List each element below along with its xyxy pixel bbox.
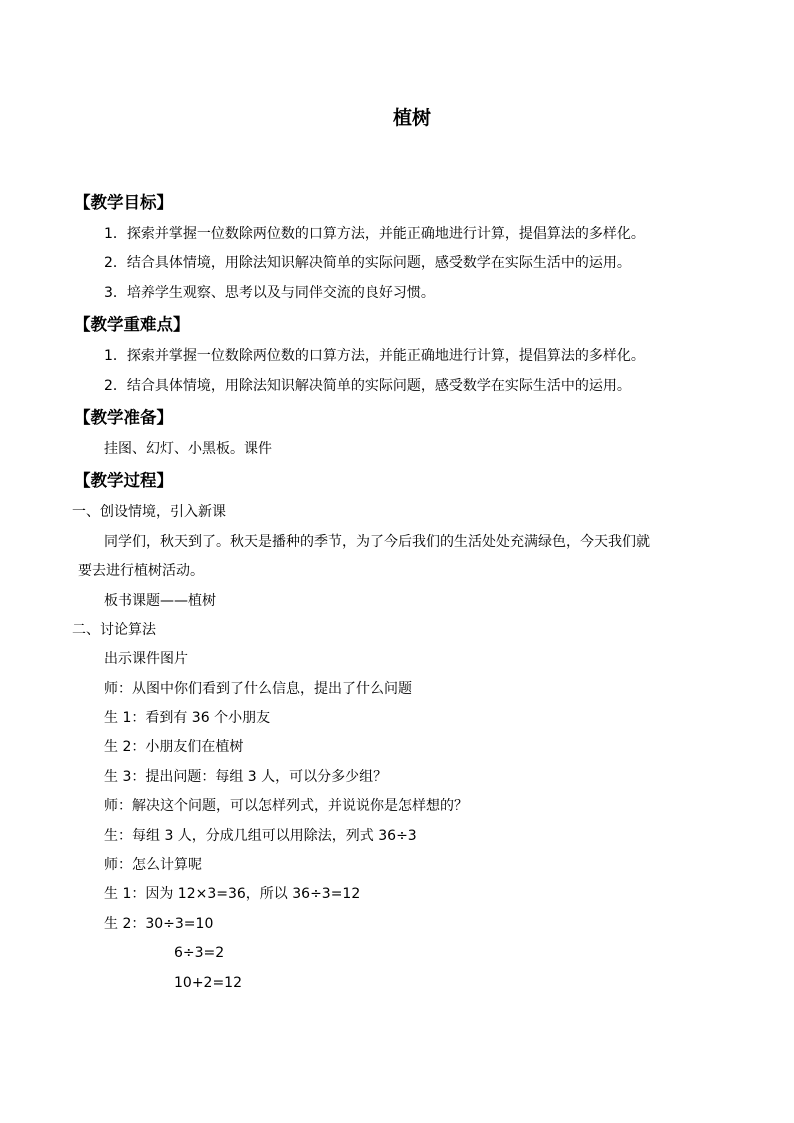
section-heading-key-points: 【教学重难点】 — [74, 315, 190, 335]
goal-item: 2．结合具体情境，用除法知识解决简单的实际问题，感受数学在实际生活中的运用。 — [104, 255, 631, 272]
part1-board-title: 板书课题——植树 — [104, 592, 216, 609]
dialogue-line: 师：从图中你们看到了什么信息，提出了什么问题 — [104, 680, 412, 697]
section-heading-process: 【教学过程】 — [74, 471, 173, 491]
key-point-item: 2．结合具体情境，用除法知识解决简单的实际问题，感受数学在实际生活中的运用。 — [104, 377, 631, 394]
preparation-text: 挂图、幻灯、小黑板。课件 — [104, 440, 272, 457]
part1-paragraph-line1: 同学们，秋天到了。秋天是播种的季节，为了今后我们的生活处处充满绿色，今天我们就 — [104, 533, 650, 550]
document-title: 植树 — [392, 107, 431, 129]
calculation-line: 10+2=12 — [174, 974, 242, 991]
dialogue-line: 出示课件图片 — [104, 651, 188, 668]
dialogue-line: 生 1：因为 12×3=36，所以 36÷3=12 — [104, 886, 361, 903]
part1-paragraph-line2: 要去进行植树活动。 — [78, 563, 204, 580]
goal-item: 3．培养学生观察、思考以及与同伴交流的良好习惯。 — [104, 284, 435, 301]
goal-item: 1．探索并掌握一位数除两位数的口算方法，并能正确地进行计算，提倡算法的多样化。 — [104, 226, 645, 242]
dialogue-line: 生：每组 3 人，分成几组可以用除法，列式 36÷3 — [104, 827, 417, 844]
document-body — [72, 186, 728, 998]
section-heading-preparation: 【教学准备】 — [74, 407, 173, 427]
part2-title: 二、讨论算法 — [72, 621, 156, 638]
section-heading-goals: 【教学目标】 — [74, 193, 173, 212]
part1-title: 一、创设情境，引入新课 — [72, 504, 226, 521]
dialogue-line: 生 2：小朋友们在植树 — [104, 739, 244, 756]
dialogue-line: 生 3：提出问题：每组 3 人，可以分多少组？ — [104, 768, 388, 785]
dialogue-line: 生 2：30÷3=10 — [104, 915, 214, 932]
dialogue-line: 师：解决这个问题，可以怎样列式，并说说你是怎样想的？ — [104, 798, 468, 815]
key-point-item: 1．探索并掌握一位数除两位数的口算方法，并能正确地进行计算，提倡算法的多样化。 — [104, 348, 645, 365]
dialogue-line: 生 1：看到有 36 个小朋友 — [104, 710, 271, 727]
calculation-line: 6÷3=2 — [174, 945, 225, 962]
dialogue-line: 师：怎么计算呢 — [104, 857, 202, 874]
